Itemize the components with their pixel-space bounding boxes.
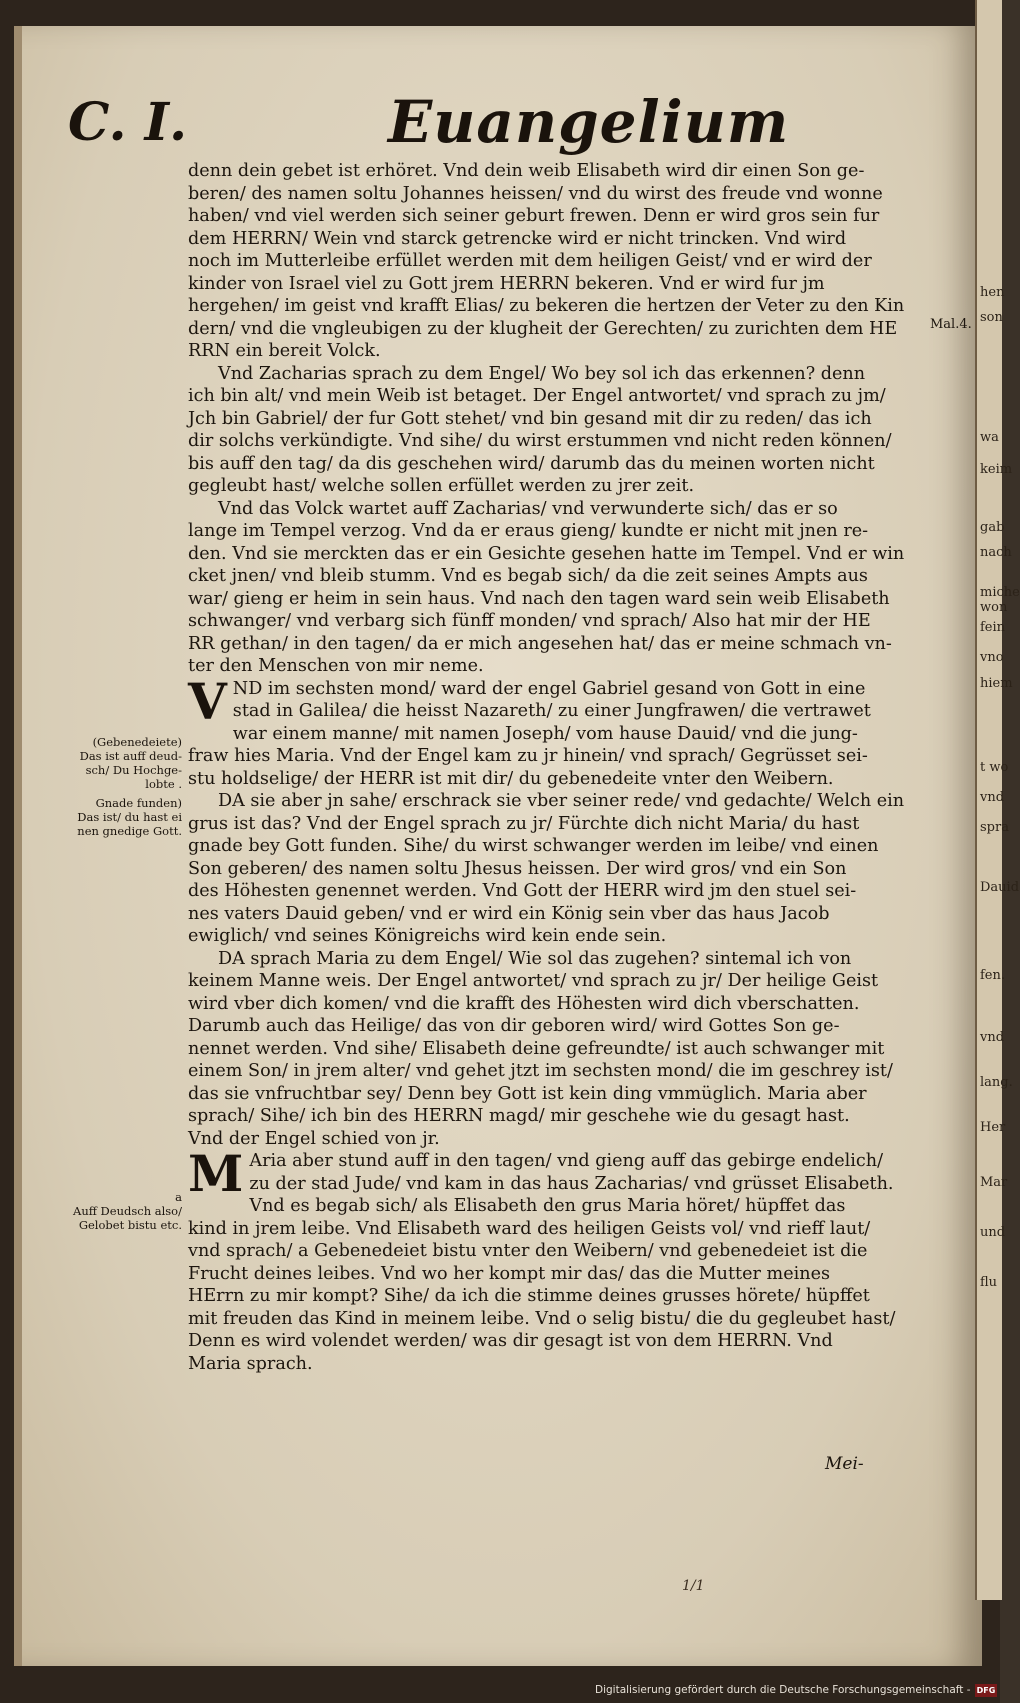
- text-line: Darumb auch das Heilige/ das von dir geboren wird/ wird Gottes Son ge-: [188, 1016, 840, 1036]
- text-line: hergehen/ im geist vnd krafft Elias/ zu bekeren die hertzen der Veter zu den Kin: [188, 296, 905, 316]
- edge-fragment: wa: [980, 430, 999, 445]
- text-line: Son geberen/ des namen soltu Jhesus heissen. Der wird gros/ vnd ein Son: [188, 858, 847, 879]
- edge-fragment: fen.: [980, 968, 1006, 983]
- text-line: dem HERRN/ Wein vnd starck getrencke wird er nicht trincken. Vnd wird: [188, 228, 847, 249]
- gloss-line: Gelobet bistu etc.: [78, 1218, 182, 1232]
- text-line: Vnd das Volck wartet auff Zacharias/ vnd verwunderte sich/ das er so: [218, 498, 838, 519]
- text-line: denn dein gebet ist erhöret. Vnd dein weib Elisabeth wird dir einen Son ge-: [188, 161, 865, 181]
- text-line: Aria aber stund auff in den tagen/ vnd gieng auff das gebirge endelich/: [249, 1151, 884, 1171]
- gloss-line: Auff Deudsch also/: [73, 1204, 182, 1218]
- text-line: DA sie aber jn sahe/ erschrack sie vber seiner rede/ vnd gedachte/ Welch ein: [218, 791, 905, 811]
- text-line: Jch bin Gabriel/ der fur Gott stehet/ vnd bin gesand mit dir zu reden/ das ich: [188, 408, 872, 429]
- gloss-line: lobte .: [145, 777, 182, 791]
- text-line: noch im Mutterleibe erfüllet werden mit dem heiligen Geist/ vnd er wird der: [188, 251, 872, 271]
- gospel-text: [188, 160, 923, 1375]
- text-line: DA sprach Maria zu dem Engel/ Wie sol das zugehen? sintemal ich von: [218, 948, 852, 969]
- edge-fragment: vno: [980, 650, 1004, 665]
- text-line: des Höhesten genennet werden. Vnd Gott der HERR wird jm den stuel sei-: [188, 881, 857, 901]
- text-line: stu holdselige/ der HERR ist mit dir/ du gebenedeite vnter den Weibern.: [188, 768, 834, 789]
- edge-fragment: Dauid: [980, 880, 1020, 895]
- text-line: HErrn zu mir kompt? Sihe/ da ich die stimme deines grusses hörete/ hüpffet: [188, 1286, 870, 1306]
- edge-fragment: miche: [980, 585, 1020, 600]
- edge-fragment: gab: [980, 520, 1005, 535]
- paragraph-block-3: [188, 1218, 923, 1376]
- next-page-edge: [975, 0, 1020, 1600]
- paragraph-annunciation: [188, 671, 923, 791]
- text-line: kinder von Israel viel zu Gott jrem HERRN bekeren. Vnd er wird fur jm: [188, 273, 825, 294]
- text-line: Denn es wird volendet werden/ was dir gesagt ist von dem HERRN. Vnd: [188, 1331, 833, 1351]
- text-line: vnd sprach/ a Gebenedeiet bistu vnter den Weibern/ vnd gebenedeiet ist die: [188, 1241, 868, 1261]
- text-line: stad in Galilea/ die heisst Nazareth/ zu einer Jungfrawen/ die vertrawet: [232, 701, 871, 721]
- text-line: dern/ vnd die vngleubigen zu der klugheit der Gerechten/ zu zurichten dem HE: [188, 318, 898, 339]
- edge-fragment: Mar: [980, 1175, 1008, 1190]
- margin-reference: Mal.4.: [930, 317, 972, 332]
- paragraph-block-1: [188, 160, 923, 678]
- text-line: war einem manne/ mit namen Joseph/ vom hause Dauid/ vnd die jung-: [232, 723, 858, 744]
- text-line: ich bin alt/ vnd mein Weib ist betaget. Der Engel antwortet/ vnd sprach zu jm/: [188, 386, 886, 406]
- edge-fragment: t wo: [980, 760, 1009, 775]
- gloss-gebenedeiete: [62, 735, 182, 791]
- edge-fragment: hen: [980, 285, 1005, 300]
- text-line: gegleubt hast/ welche sollen erfüllet werden zu jrer zeit.: [188, 476, 695, 496]
- edge-fragment: nach: [980, 545, 1012, 560]
- text-line: ND im sechsten mond/ ward der engel Gabriel gesand von Gott in eine: [232, 678, 866, 699]
- edge-fragment: vnd: [980, 1030, 1005, 1045]
- edge-fragment: vnd: [980, 790, 1005, 805]
- text-line: kind in jrem leibe. Vnd Elisabeth ward des heiligen Geists vol/ vnd rieff laut/: [188, 1218, 871, 1239]
- gloss-line: (Gebenedeiete): [92, 735, 182, 749]
- text-line: ter den Menschen von mir neme.: [188, 656, 484, 676]
- text-line: zu der stad Jude/ vnd kam in das haus Zacharias/ vnd grüsset Elisabeth.: [249, 1173, 894, 1194]
- text-line: das sie vnfruchtbar sey/ Denn bey Gott ist kein ding vmmüglich. Maria aber: [188, 1083, 867, 1104]
- text-line: schwanger/ vnd verbarg sich fünff monden/ vnd sprach/ Also hat mir der HE: [188, 611, 871, 631]
- edge-fragment: lang.: [980, 1075, 1013, 1090]
- edge-fragment: und: [980, 1225, 1006, 1240]
- paragraph-visitation: [188, 1144, 923, 1218]
- text-line: haben/ vnd viel werden sich seiner geburt frewen. Denn er wird gros sein fur: [188, 206, 880, 226]
- edge-fragment: fein: [980, 620, 1006, 635]
- folio-mark: 1/1: [682, 1578, 705, 1594]
- gloss-line: Gnade funden): [95, 796, 182, 810]
- dfg-logo: DFG: [976, 1686, 996, 1695]
- gloss-line: nen gnedige Gott.: [77, 824, 182, 838]
- text-line: den. Vnd sie merckten das er ein Gesichte gesehen hatte im Tempel. Vnd er win: [188, 543, 905, 564]
- edge-fragment: hiem: [980, 676, 1013, 691]
- paragraph-block-2: [188, 790, 923, 1150]
- text-line: Frucht deines leibes. Vnd wo her kompt mir das/ das die Mutter meines: [188, 1263, 831, 1284]
- text-line: nennet werden. Vnd sihe/ Elisabeth deine gefreundte/ ist auch schwanger mit: [188, 1038, 885, 1059]
- text-line: ewiglich/ vnd seines Königreichs wird kein ende sein.: [188, 926, 667, 946]
- page-title: Euangelium: [388, 88, 790, 156]
- catchword: Mei-: [825, 1454, 864, 1474]
- text-line: nes vaters Dauid geben/ vnd er wird ein König sein vber das haus Jacob: [188, 903, 830, 924]
- text-line: Vnd Zacharias sprach zu dem Engel/ Wo bey sol ich das erkennen? denn: [218, 363, 866, 384]
- gloss-a-note: [70, 1190, 182, 1232]
- text-line: Vnd es begab sich/ als Elisabeth den grus Maria höret/ hüpffet das: [249, 1196, 846, 1216]
- edge-fragment: spra: [980, 820, 1009, 835]
- text-line: dir solchs verkündigte. Vnd sihe/ du wirst erstummen vnd nicht reden können/: [188, 431, 892, 451]
- text-line: gnade bey Gott funden. Sihe/ du wirst schwanger werden im leibe/ vnd einen: [188, 836, 879, 856]
- gloss-line: Das ist auff deud-: [79, 749, 182, 763]
- edge-fragment: Her: [980, 1120, 1006, 1135]
- gloss-gnade: [60, 796, 182, 838]
- text-line: einem Son/ in jrem alter/ vnd gehet jtzt im sechsten mond/ die im geschrey ist/: [188, 1061, 893, 1081]
- text-line: lange im Tempel verzog. Vnd da er eraus gieng/ kundte er nicht mit jnen re-: [188, 521, 869, 541]
- text-line: mit freuden das Kind in meinem leibe. Vnd o selig bistu/ die du gegleubet hast/: [188, 1308, 896, 1329]
- text-line: sprach/ Sihe/ ich bin des HERRN magd/ mir geschehe wie du gesagt hast.: [188, 1106, 850, 1126]
- text-line: Vnd der Engel schied von jr.: [188, 1128, 440, 1149]
- drop-cap-m: M: [188, 1144, 244, 1203]
- text-line: war/ gieng er heim in sein haus. Vnd nach den tagen ward sein weib Elisabeth: [188, 588, 890, 609]
- text-line: Maria sprach.: [188, 1353, 313, 1374]
- text-line: keinem Manne weis. Der Engel antwortet/ vnd sprach zu jr/ Der heilige Geist: [188, 971, 879, 991]
- text-line: fraw hies Maria. Vnd der Engel kam zu jr hinein/ vnd sprach/ Gegrüsset sei-: [188, 746, 868, 766]
- text-line: wird vber dich komen/ vnd die krafft des Höhesten wird dich vberschatten.: [188, 993, 860, 1014]
- edge-fragment: flu: [980, 1275, 998, 1290]
- text-line: grus ist das? Vnd der Engel sprach zu jr/ Fürchte dich nicht Maria/ du hast: [188, 813, 860, 834]
- text-line: cket jnen/ vnd bleib stumm. Vnd es begab sich/ da die zeit seines Ampts aus: [188, 566, 868, 586]
- drop-cap-v: V: [188, 671, 227, 731]
- text-line: RR gethan/ in den tagen/ da er mich angesehen hat/ das er meine schmach vn-: [188, 633, 892, 654]
- digitization-credit: Digitalisierung gefördert durch die Deutsche Forschungsgemeinschaft -: [595, 1684, 971, 1696]
- gloss-line: a: [175, 1190, 182, 1204]
- gloss-line: sch/ Du Hochge-: [85, 763, 182, 777]
- text-line: beren/ des namen soltu Johannes heissen/ vnd du wirst des freude vnd wonne: [188, 183, 883, 204]
- edge-fragment: son: [980, 310, 1003, 325]
- edge-fragment: keim: [980, 462, 1013, 477]
- text-line: bis auff den tag/ da dis geschehen wird/ darumb das du meinen worten nicht: [188, 453, 875, 474]
- gloss-line: Das ist/ du hast ei: [77, 810, 182, 824]
- edge-fragment: won: [980, 600, 1008, 615]
- chapter-number: C. I.: [68, 92, 188, 153]
- text-line: RRN ein bereit Volck.: [188, 341, 381, 361]
